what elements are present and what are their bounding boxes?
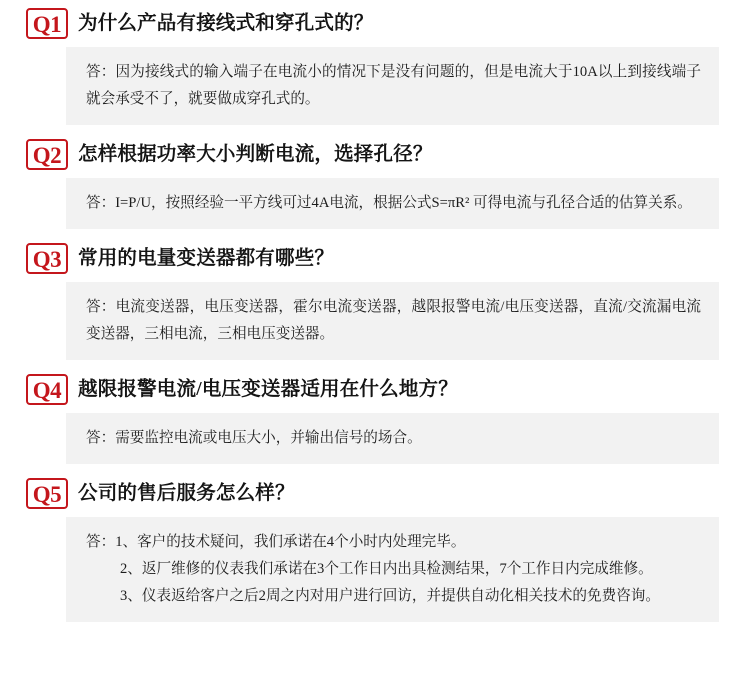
- answer-box-2: [66, 178, 719, 229]
- question-badge-4: Q4: [26, 374, 68, 405]
- answer-line: 答：电流变送器，电压变送器，霍尔电流变送器，越限报警电流/电压变送器，直流/交流漏电流变送器，三相电流，三相电压变送器。: [86, 299, 701, 342]
- question-text-3: 常用的电量变送器都有哪些？: [78, 248, 335, 269]
- question-badge-2: Q2: [26, 139, 68, 170]
- answer-line: 答：需要监控电流或电压大小，并输出信号的场合。: [86, 430, 422, 446]
- answer-line: 答：I=P/U，按照经验一平方线可过4A电流，根据公式S=πR² 可得电流与孔径合适的估算关系。: [86, 195, 692, 211]
- question-text-4: 越限报警电流/电压变送器适用在什么地方？: [78, 379, 458, 400]
- question-text-2: 怎样根据功率大小判断电流，选择孔径？: [78, 144, 433, 165]
- question-row-5: [22, 478, 727, 509]
- question-row-2: [22, 139, 727, 170]
- answer-box-3: [66, 282, 719, 360]
- answer-line: 2、返厂维修的仪表我们承诺在3个工作日内出具检测结果，7个工作日内完成维修。: [120, 561, 653, 577]
- answer-box-5: [66, 517, 719, 622]
- question-row-1: [22, 8, 727, 39]
- answer-box-1: [66, 47, 719, 125]
- answer-line: 答：1、客户的技术疑问，我们承诺在4个小时内处理完毕。: [86, 534, 466, 550]
- answer-line: 答：因为接线式的输入端子在电流小的情况下是没有问题的，但是电流大于10A以上到接线端子就会承受不了，就要做成穿孔式的。: [86, 64, 701, 107]
- question-row-4: [22, 374, 727, 405]
- question-badge-3: Q3: [26, 243, 68, 274]
- question-text-1: 为什么产品有接线式和穿孔式的？: [78, 13, 374, 34]
- answer-line: 3、仪表返给客户之后2周之内对用户进行回访，并提供自动化相关技术的免费咨询。: [120, 588, 660, 604]
- faq-item-4: [22, 374, 727, 464]
- answer-box-4: [66, 413, 719, 464]
- faq-item-3: [22, 243, 727, 360]
- faq-item-1: [22, 8, 727, 125]
- question-badge-1: Q1: [26, 8, 68, 39]
- faq-item-5: [22, 478, 727, 622]
- question-row-3: [22, 243, 727, 274]
- question-text-5: 公司的售后服务怎么样？: [78, 483, 295, 504]
- question-badge-5: Q5: [26, 478, 68, 509]
- faq-item-2: [22, 139, 727, 229]
